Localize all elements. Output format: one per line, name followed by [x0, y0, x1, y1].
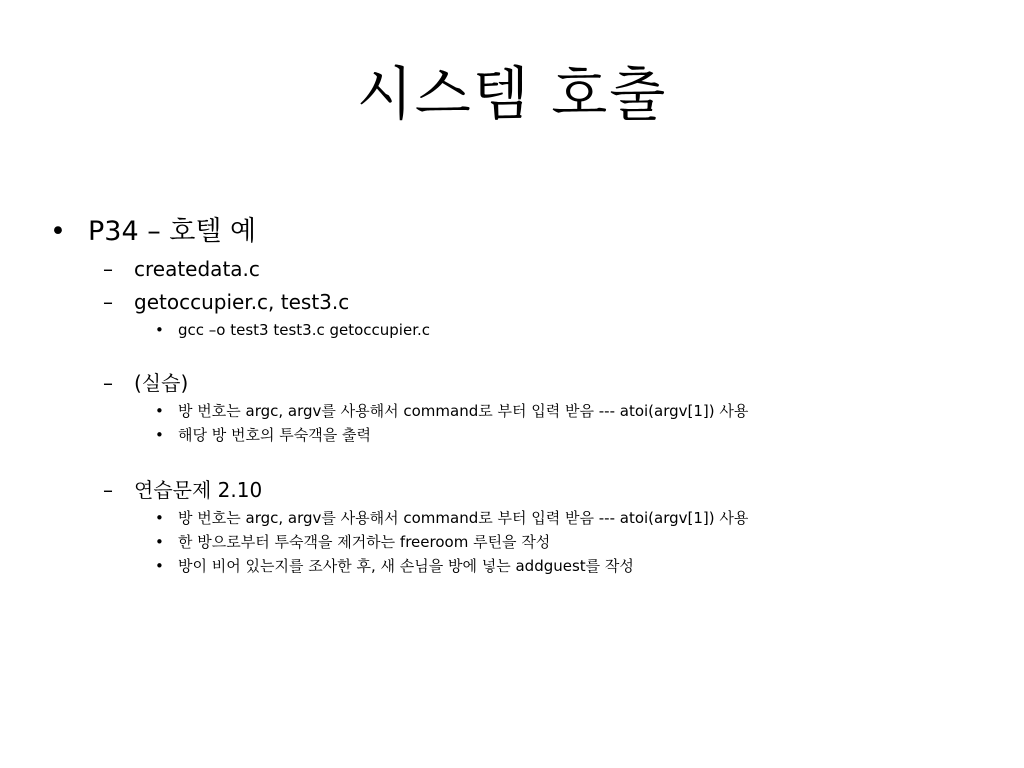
list-item-text: 해당 방 번호의 투숙객을 출력	[178, 426, 371, 444]
bullet-dash-icon: –	[103, 257, 113, 281]
list-item-text: 방 번호는 argc, argv를 사용해서 command로 부터 입력 받음 --- atoi(argv[1]) 사용	[178, 402, 749, 420]
list-item-text: 방이 비어 있는지를 조사한 후, 새 손님을 방에 넣는 addguest를 작성	[178, 557, 634, 575]
bullet-dot-icon: •	[155, 321, 164, 339]
list-item-text: P34 – 호텔 예	[88, 216, 257, 247]
bullet-dot-icon: •	[155, 402, 164, 420]
list-item-text: 방 번호는 argc, argv를 사용해서 command로 부터 입력 받음 --- atoi(argv[1]) 사용	[178, 509, 749, 527]
bullet-dash-icon: –	[103, 290, 113, 314]
bullet-dot-icon: •	[155, 557, 164, 575]
bullet-dot-icon: •	[50, 216, 66, 247]
list-item-text: (실습)	[134, 371, 189, 395]
bullet-dash-icon: –	[103, 478, 113, 502]
list-item-text: 한 방으로부터 투숙객을 제거하는 freeroom 루틴을 작성	[178, 533, 551, 551]
list-item-text: gcc –o test3 test3.c getoccupier.c	[178, 321, 431, 339]
list-item-text: getoccupier.c, test3.c	[134, 290, 350, 314]
bullet-dot-icon: •	[155, 509, 164, 527]
bullet-dot-icon: •	[155, 426, 164, 444]
bullet-dash-icon: –	[103, 371, 113, 395]
bullet-dot-icon: •	[155, 533, 164, 551]
list-item-text: createdata.c	[134, 257, 260, 281]
list-item-text: 연습문제 2.10	[134, 478, 263, 502]
slide-title: 시스템 호출	[356, 60, 668, 128]
